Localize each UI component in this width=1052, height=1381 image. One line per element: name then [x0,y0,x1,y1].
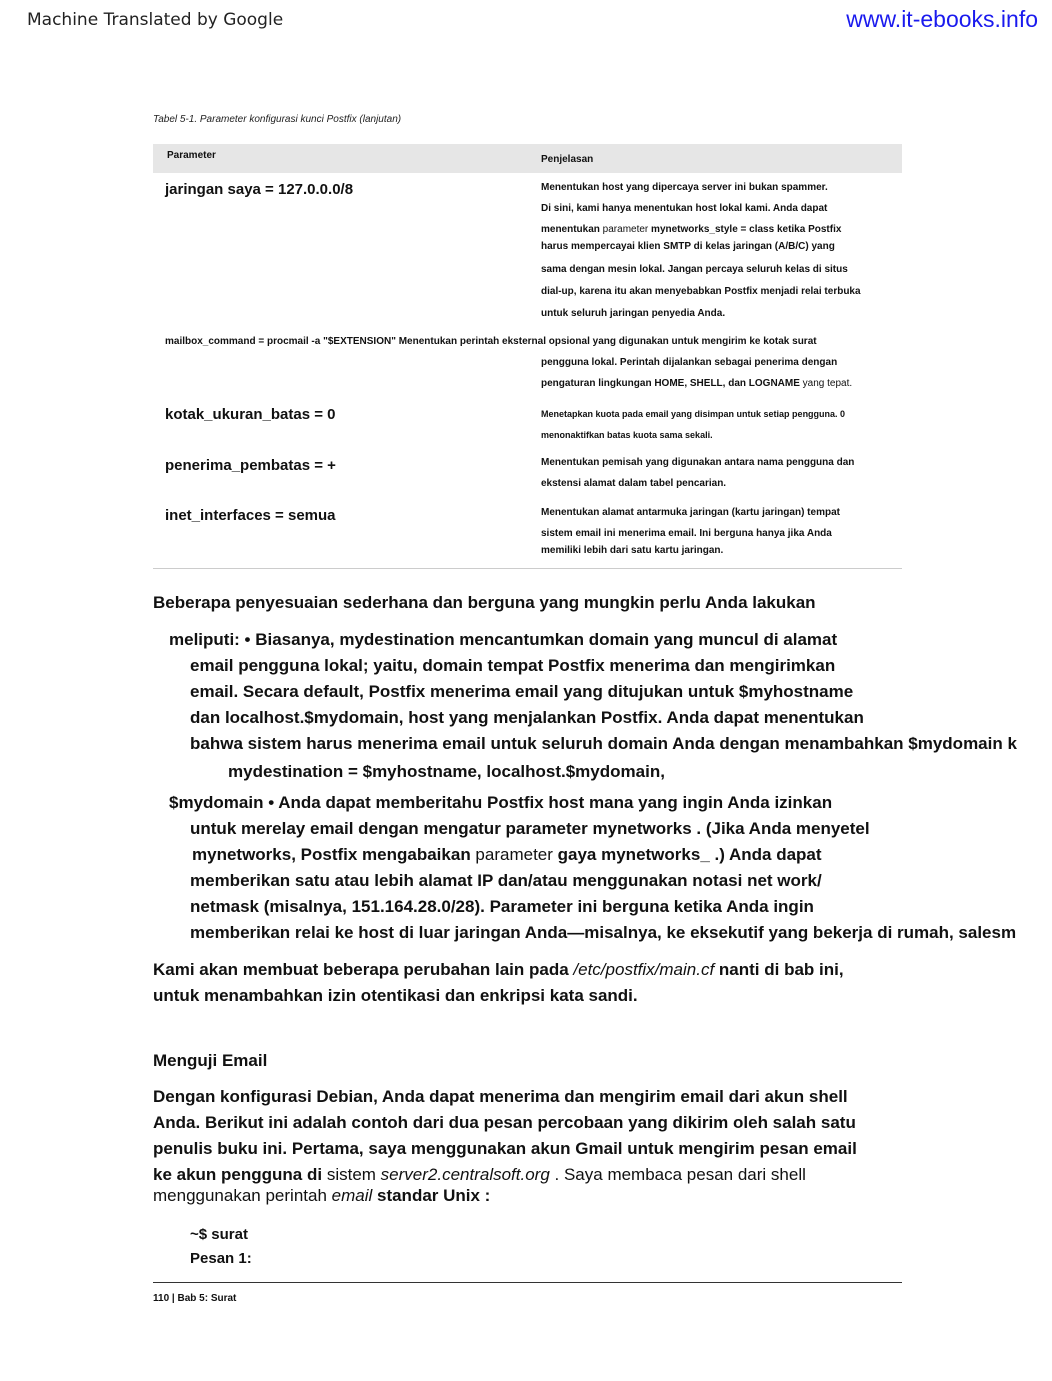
footer-rule [153,1282,902,1283]
desc-line: harus mempercayai klien SMTP di kelas jaringan (A/B/C) yang [541,241,835,252]
intro-paragraph: Beberapa penyesuaian sederhana dan berguna yang mungkin perlu Anda lakukan [153,593,816,612]
page-footer: 110 | Bab 5: Surat [153,1293,237,1304]
code-line: ~$ surat [190,1226,248,1243]
bullet-line: $mydomain • Anda dapat memberitahu Postfix host mana yang ingin Anda izinkan [169,793,833,812]
desc-line: menonaktifkan batas kuota sama sekali. [541,430,713,440]
paragraph-line: untuk menambahkan izin otentikasi dan enkripsi kata sandi. [153,986,638,1005]
desc-line: memiliki lebih dari satu kartu jaringan. [541,545,724,556]
desc-line: sama dengan mesin lokal. Jangan percaya seluruh kelas di situs [541,264,848,275]
code-line: mydestination = $myhostname, localhost.$mydomain, [228,762,665,781]
source-link[interactable]: www.it-ebooks.info [846,6,1038,32]
bullet-line: mynetworks, Postfix mengabaikan parameter gaya mynetworks_ .) Anda dapat [192,845,822,864]
desc-line: Menetapkan kuota pada email yang disimpan untuk setiap pengguna. 0 [541,409,846,419]
desc-line: Menentukan alamat antarmuka jaringan (kartu jaringan) tempat [541,507,840,518]
bullet-line: untuk merelay email dengan mengatur parameter mynetworks . (Jika Anda menyetel [190,819,870,838]
desc-line: Menentukan host yang dipercaya server ini bukan spammer. [541,182,828,193]
paragraph-line: Anda. Berikut ini adalah contoh dari dua pesan percobaan yang dikirim oleh salah satu [153,1113,856,1132]
desc-line: dial-up, karena itu akan menyebabkan Postfix menjadi relai terbuka [541,286,861,297]
bullet-line: dan localhost.$mydomain, host yang menjalankan Postfix. Anda dapat menentukan [190,708,864,727]
desc-line: pengguna lokal. Perintah dijalankan sebagai penerima dengan [541,357,838,368]
desc-line: sistem email ini menerima email. Ini berguna hanya jika Anda [541,528,832,539]
table-header-explanation: Penjelasan [541,154,594,165]
bullet-line: bahwa sistem harus menerima email untuk seluruh domain Anda dengan menambahkan $mydomain k [190,734,1017,753]
table-bottom-rule [153,568,902,569]
table-header-row [153,144,902,173]
translation-banner: Machine Translated by Google [27,10,284,30]
param-mailbox-size-limit: kotak_ukuran_batas = 0 [165,406,336,423]
param-recipient-delimiter: penerima_pembatas = + [165,457,336,474]
desc-line: Menentukan pemisah yang digunakan antara nama pengguna dan [541,457,855,468]
section-heading: Menguji Email [153,1051,268,1070]
bullet-line: email. Secara default, Postfix menerima email yang ditujukan untuk $myhostname [190,682,854,701]
desc-line: Di sini, kami hanya menentukan host lokal kami. Anda dapat [541,203,828,214]
desc-line: menentukan parameter mynetworks_style = class ketika Postfix [541,224,842,235]
table-caption: Tabel 5-1. Parameter konfigurasi kunci Postfix (lanjutan) [153,114,402,125]
desc-line: untuk seluruh jaringan penyedia Anda. [541,308,726,319]
bullet-line: netmask (misalnya, 151.164.28.0/28). Parameter ini berguna ketika Anda ingin [190,897,814,916]
paragraph-line: ke akun pengguna di sistem server2.centralsoft.org . Saya membaca pesan dari shell [153,1165,806,1184]
paragraph-line: penulis buku ini. Pertama, saya menggunakan akun Gmail untuk mengirim pesan email [153,1139,857,1158]
param-mynetworks: jaringan saya = 127.0.0.0/8 [165,181,354,198]
desc-line: pengaturan lingkungan HOME, SHELL, dan LOGNAME yang tepat. [541,378,853,389]
paragraph-line: Dengan konfigurasi Debian, Anda dapat menerima dan mengirim email dari akun shell [153,1087,848,1106]
table-header-parameter: Parameter [167,150,216,161]
paragraph-line: Kami akan membuat beberapa perubahan lain pada /etc/postfix/main.cf nanti di bab ini, [153,960,844,979]
paragraph-line: menggunakan perintah email standar Unix : [153,1186,491,1205]
param-mailbox-command: mailbox_command = procmail -a "$EXTENSION" Menentukan perintah eksternal opsional yang digunakan untuk mengirim ke kotak surat [165,336,817,347]
bullet-line: meliputi: • Biasanya, mydestination mencantumkan domain yang muncul di alamat [169,630,838,649]
code-line: Pesan 1: [190,1250,252,1267]
bullet-line: memberikan satu atau lebih alamat IP dan/atau menggunakan notasi net work/ [190,871,822,890]
desc-line: ekstensi alamat dalam tabel pencarian. [541,478,727,489]
param-inet-interfaces: inet_interfaces = semua [165,507,336,524]
bullet-line: email pengguna lokal; yaitu, domain tempat Postfix menerima dan mengirimkan [190,656,836,675]
bullet-line: memberikan relai ke host di luar jaringan Anda—misalnya, ke eksekutif yang bekerja di rumah, salesm [190,923,1017,942]
